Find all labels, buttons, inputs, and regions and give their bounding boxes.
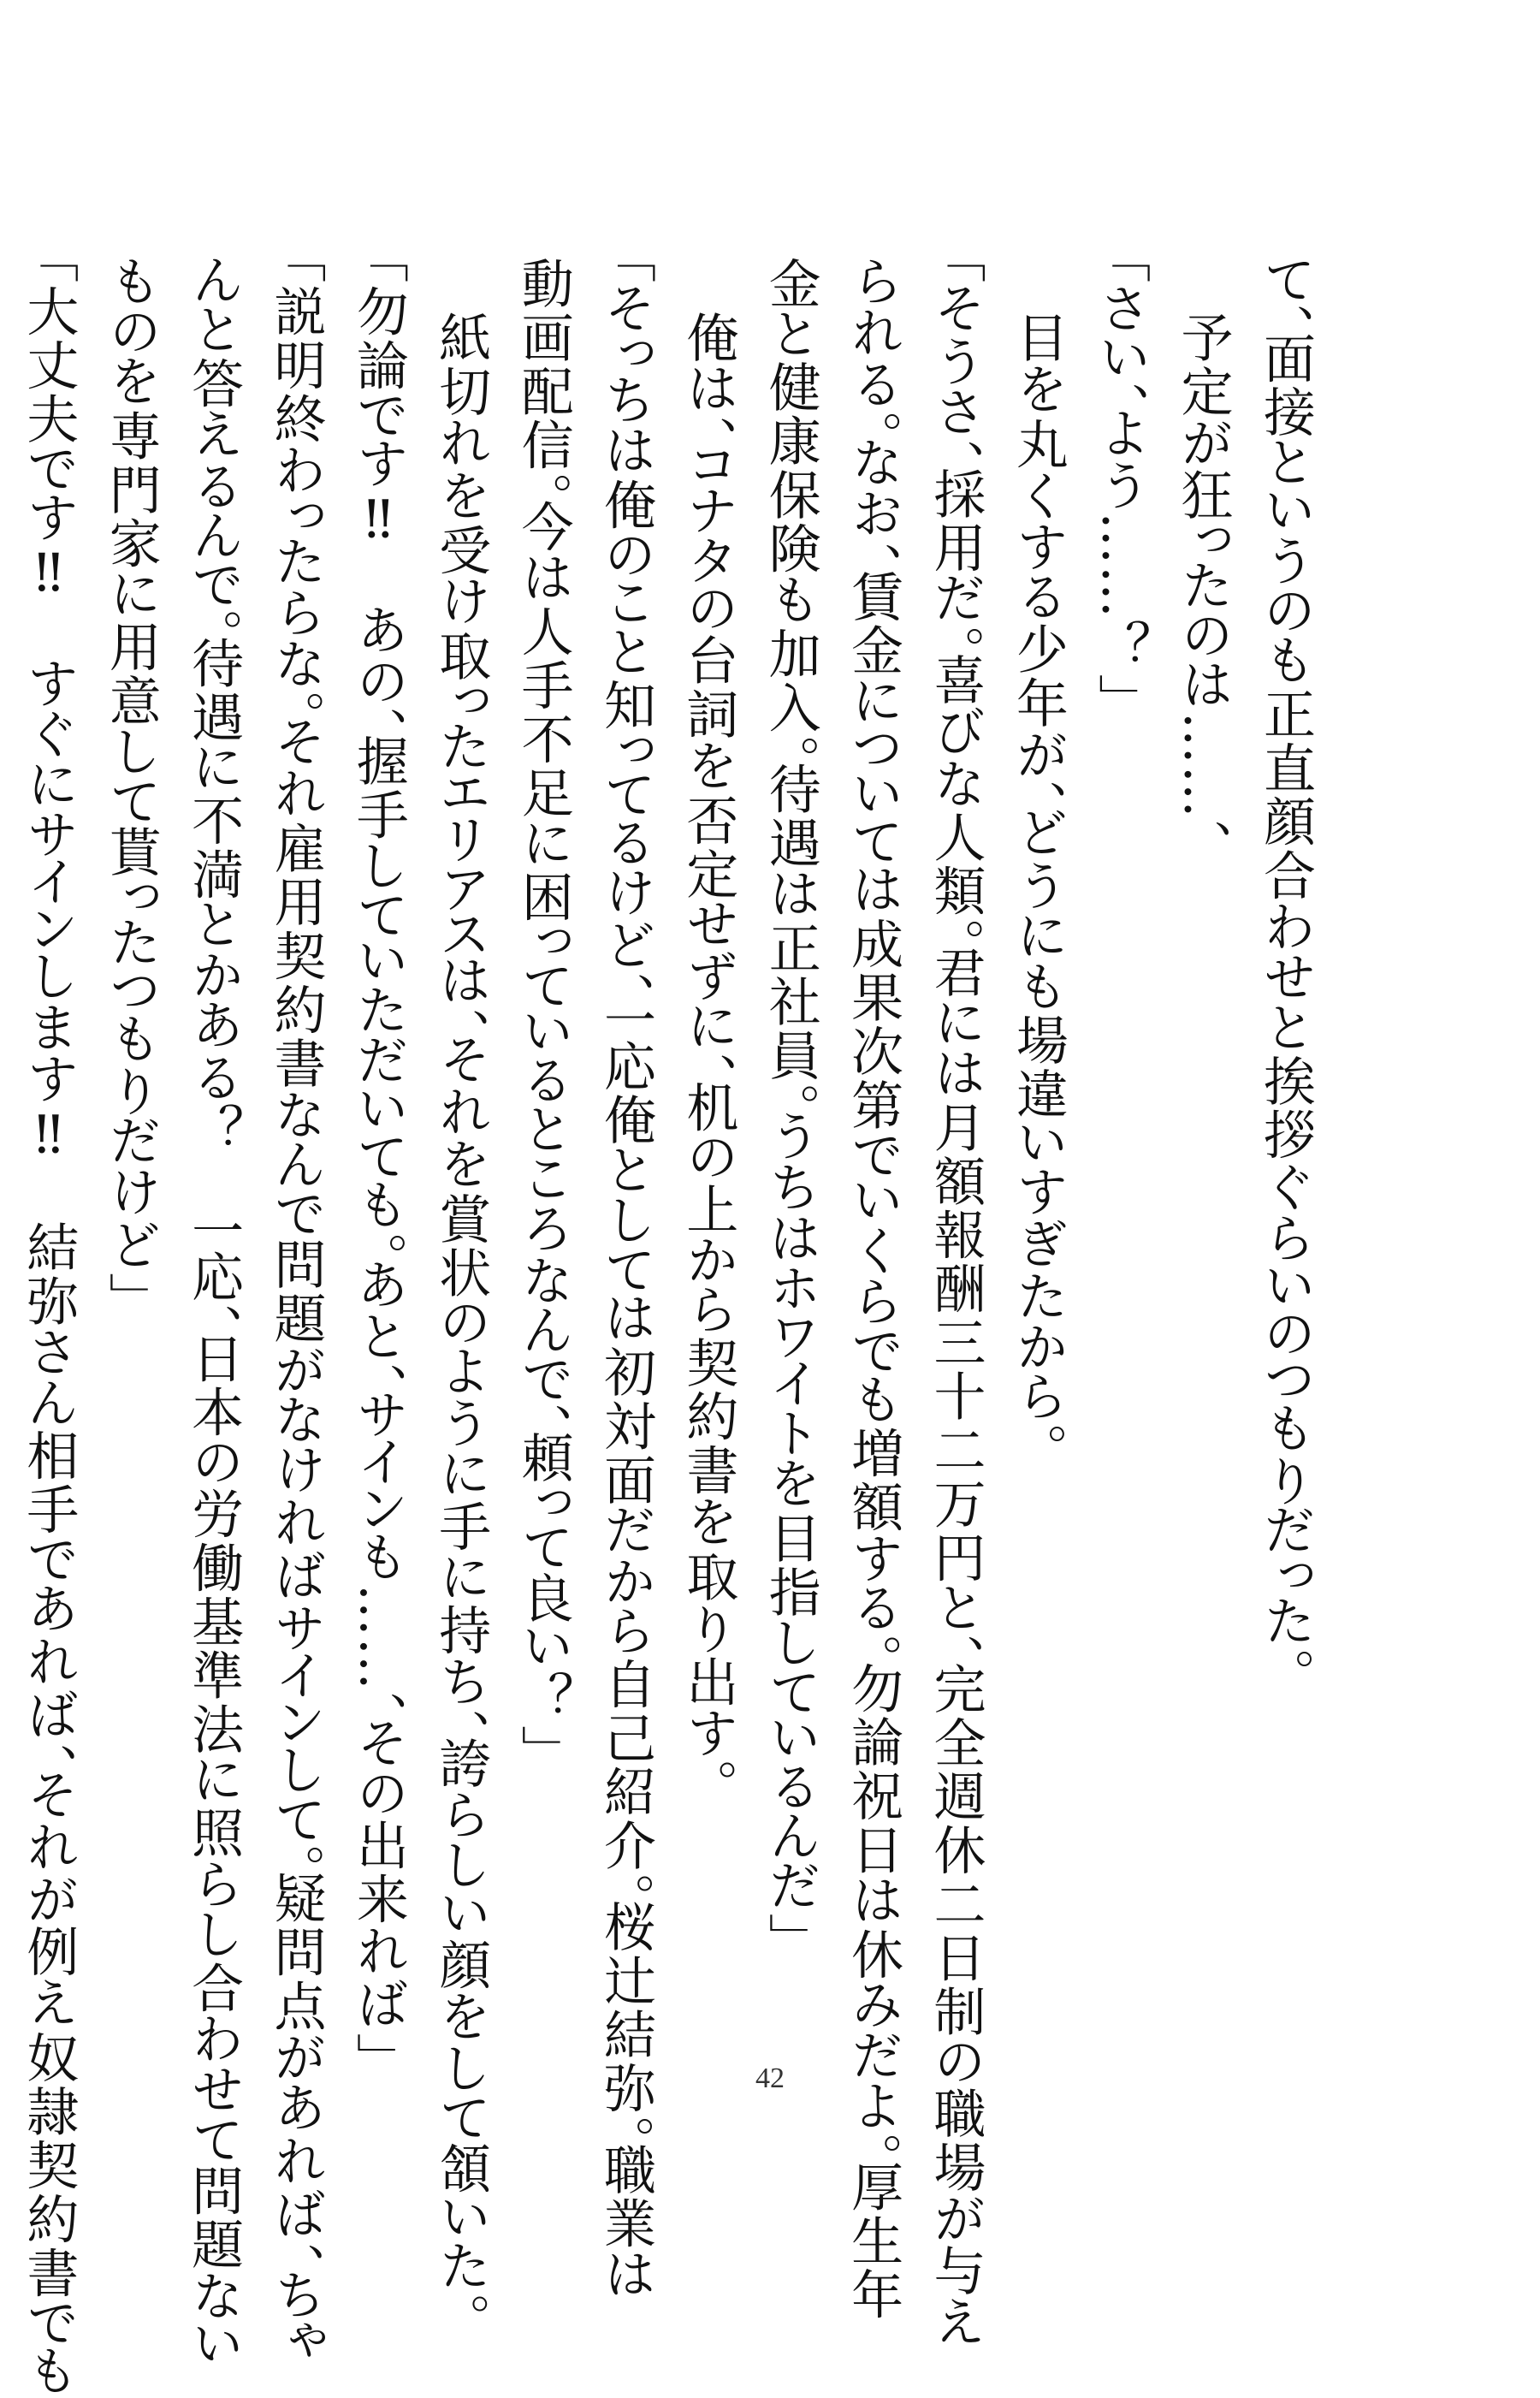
text-line: 目を丸くする少年が、どうにも場違いすぎたから。 (1007, 257, 1069, 1451)
text-line: んと答えるんで。待遇に不満とかある？ 一応、日本の労働基準法に照らし合わせて問題ない (183, 257, 245, 2369)
text-line: て、面接というのも正直顔合わせと挨拶ぐらいのつもりだった。 (1255, 257, 1316, 1676)
page-number: 42 (755, 2063, 785, 2094)
text-line: 紙切れを受け取ったエリアスは、それを賞状のように手に持ち、誇らしい顔をして頷いた。 (430, 257, 492, 2321)
text-line: 「そっちは俺のこと知ってるけど、一応俺としては初対面だから自己紹介。桜辻結弥。職業は (595, 257, 656, 2302)
text-line: 「勿論です‼ あの、握手していただいても。あと、サインも……、その出来れば」 (347, 257, 409, 2060)
text-line: 俺は、コナタの台詞を否定せずに、机の上から契約書を取り出す。 (678, 257, 739, 1787)
text-line: 予定が狂ったのは……、 (1172, 257, 1234, 847)
text-line: 「そうさ、採用だ。喜びな人類。君には月額報酬三十二万円と、完全週休二日制の職場が与え (925, 257, 986, 2350)
text-line: られる。なお、賃金については成果次第でいくらでも増額する。勿論祝日は休みだよ。厚生年 (843, 257, 904, 2322)
text-line: ものを専門家に用意して貰ったつもりだけど」 (100, 257, 162, 1300)
text-line: 金と健康保険も加入。待遇は正社員。うちはホワイトを目指しているんだ」 (760, 257, 821, 1941)
text-line: 「説明終わったらな。それ雇用契約書なんで問題がなければサインして。疑問点があれば、ちゃ (265, 257, 327, 2362)
text-line: 「さい、よう……？」 (1090, 257, 1152, 702)
text-line: 「大丈夫です‼ すぐにサインします‼ 結弥さん相手であれば、それが例え奴隷契約書でも (18, 257, 80, 2398)
text-line: 動画配信。今は人手不足に困っているところなんで、頼って良い？」 (512, 257, 574, 1753)
